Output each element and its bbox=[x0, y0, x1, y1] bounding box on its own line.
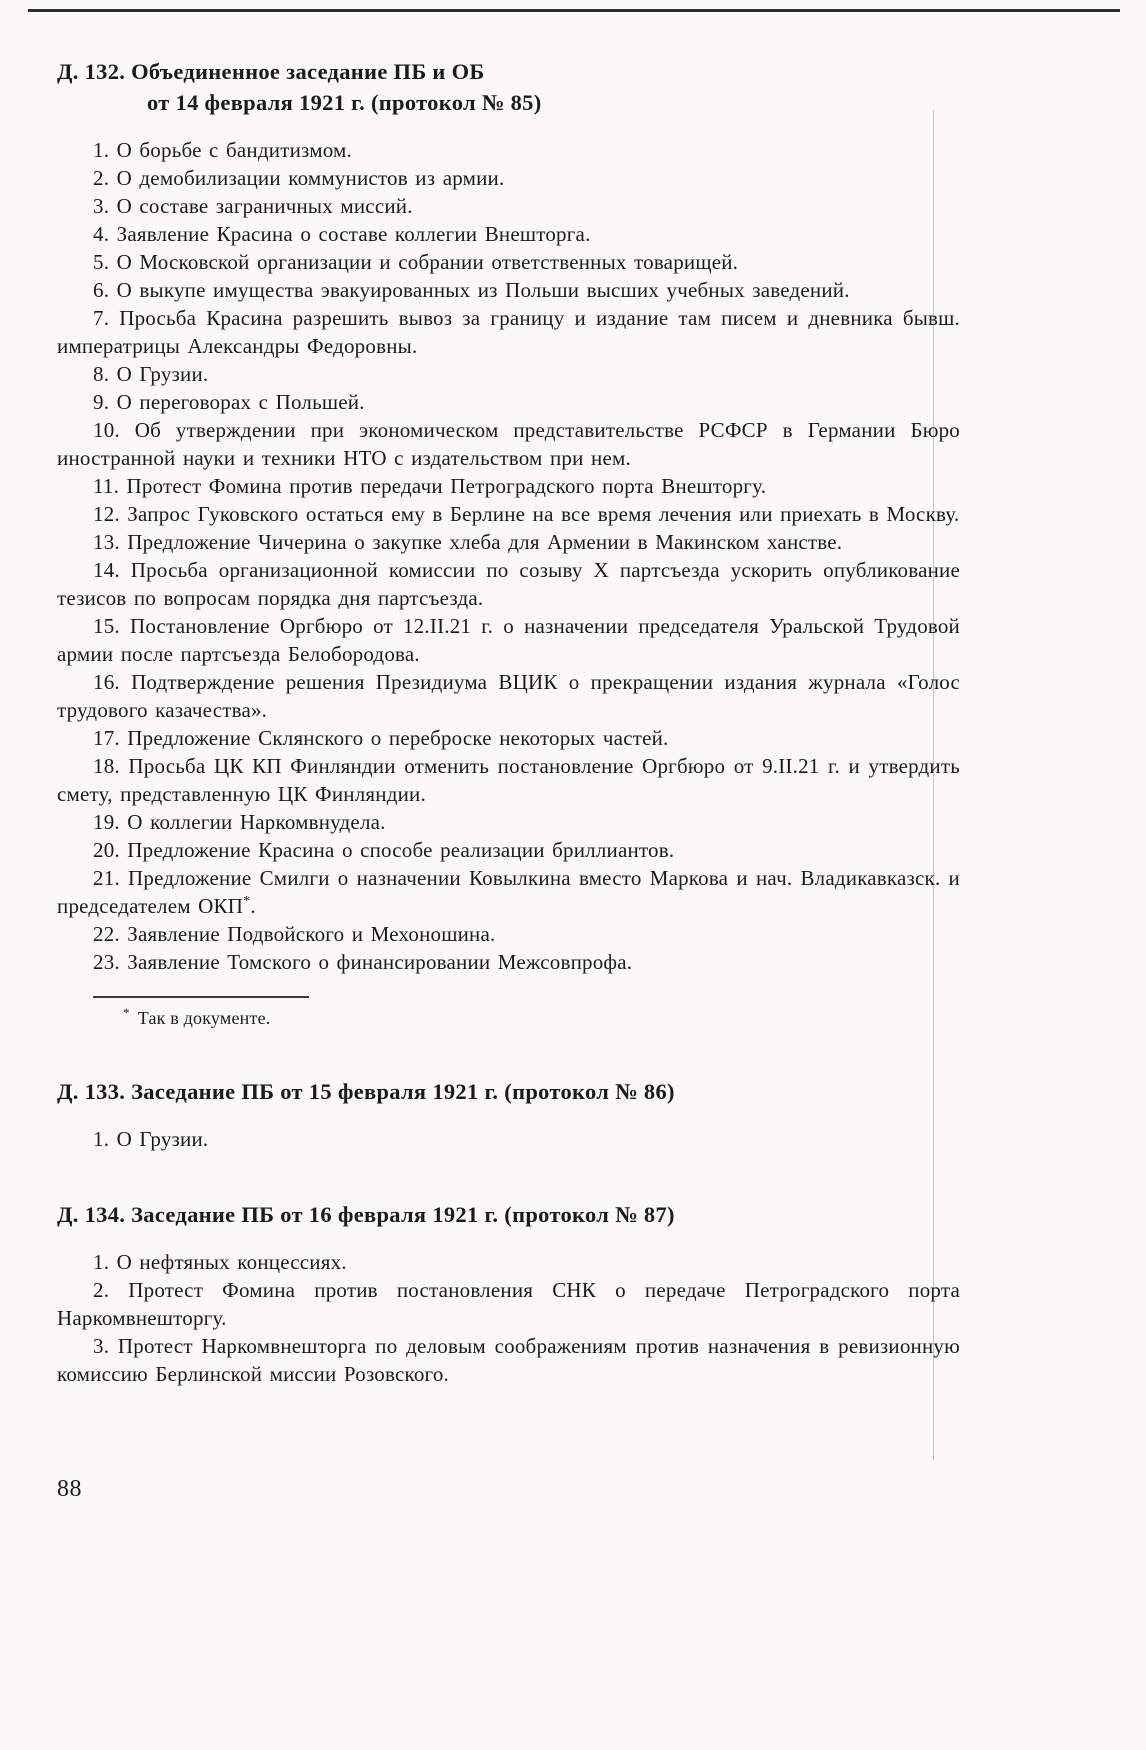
doc-section-1 bbox=[57, 1076, 960, 1153]
scan-edge-line bbox=[28, 9, 1120, 12]
section-heading-line: от 14 февраля 1921 г. (протокол № 85) bbox=[147, 90, 542, 115]
page-number: 88 bbox=[57, 1476, 82, 1502]
agenda-item: 16. Подтверждение решения Президиума ВЦИК о прекращении издания журнала «Голос трудового казачества». bbox=[57, 670, 960, 722]
agenda-item: 12. Запрос Гуковского остаться ему в Берлине на все время лечения или приехать в Москву. bbox=[93, 502, 960, 526]
agenda-item: 9. О переговорах с Польшей. bbox=[93, 390, 365, 414]
doc-section-0 bbox=[57, 56, 960, 1030]
footnote-text: * Так в документе. bbox=[123, 1005, 271, 1028]
agenda-item: 2. Протест Фомина против постановления СНК о передаче Петроградского порта Наркомвнешторгу. bbox=[57, 1278, 960, 1330]
agenda-item: 2. О демобилизации коммунистов из армии. bbox=[93, 166, 505, 190]
agenda-item: 21. Предложение Смилги о назначении Ковылкина вместо Маркова и нач. Владикавказск. и председателем ОКП*. bbox=[57, 866, 960, 918]
agenda-item: 15. Постановление Оргбюро от 12.II.21 г. о назначении председателя Уральской Трудовой армии после партсъезда Белобородова. bbox=[57, 614, 960, 666]
footnote-marker: * bbox=[243, 894, 251, 909]
agenda-item: 5. О Московской организации и собрании ответственных товарищей. bbox=[93, 250, 739, 274]
agenda-item: 1. О нефтяных концессиях. bbox=[93, 1250, 347, 1274]
agenda-item: 23. Заявление Томского о финансировании Межсовпрофа. bbox=[93, 950, 633, 974]
agenda-item: 18. Просьба ЦК КП Финляндии отменить постановление Оргбюро от 9.II.21 г. и утвердить смету, представленную ЦК Финляндии. bbox=[57, 754, 960, 806]
footnote-marker: * bbox=[123, 1005, 130, 1020]
agenda-item: 6. О выкупе имущества эвакуированных из Польши высших учебных заведений. bbox=[93, 278, 850, 302]
agenda-item: 11. Протест Фомина против передачи Петроградского порта Внешторгу. bbox=[93, 474, 767, 498]
section-heading-line: Д. 133. Заседание ПБ от 15 февраля 1921 г. (протокол № 86) bbox=[57, 1079, 675, 1104]
agenda-item: 20. Предложение Красина о способе реализации бриллиантов. bbox=[93, 838, 675, 862]
section-heading bbox=[57, 1076, 960, 1107]
section-heading bbox=[57, 56, 960, 118]
agenda-item: 13. Предложение Чичерина о закупке хлеба для Армении в Макинском ханстве. bbox=[93, 530, 843, 554]
agenda-item: 19. О коллегии Наркомвнудела. bbox=[93, 810, 386, 834]
section-heading bbox=[57, 1199, 960, 1230]
agenda-item: 1. О борьбе с бандитизмом. bbox=[93, 138, 352, 162]
footnote-rule bbox=[93, 996, 309, 998]
agenda-item: 3. Протест Наркомвнешторга по деловым соображениям против назначения в ревизионную комиссию Берлинской миссии Розовского. bbox=[57, 1334, 960, 1386]
section-heading-line: Д. 132. Объединенное заседание ПБ и ОБ bbox=[57, 59, 485, 84]
footnote-block bbox=[57, 996, 960, 1030]
agenda-item: 4. Заявление Красина о составе коллегии Внешторга. bbox=[93, 222, 591, 246]
agenda-item: 10. Об утверждении при экономическом представительстве РСФСР в Германии Бюро иностранной науки и техники НТО с издательством при нем. bbox=[57, 418, 960, 470]
sections-container bbox=[57, 56, 960, 1388]
agenda-item: 17. Предложение Склянского о переброске некоторых частей. bbox=[93, 726, 669, 750]
section-heading-line: Д. 134. Заседание ПБ от 16 февраля 1921 г. (протокол № 87) bbox=[57, 1202, 675, 1227]
doc-section-2 bbox=[57, 1199, 960, 1388]
agenda-item: 8. О Грузии. bbox=[93, 362, 209, 386]
agenda-item: 3. О составе заграничных миссий. bbox=[93, 194, 413, 218]
document-page bbox=[57, 56, 960, 1388]
agenda-item: 22. Заявление Подвойского и Мехоношина. bbox=[93, 922, 496, 946]
agenda-item: 14. Просьба организационной комиссии по созыву X партсъезда ускорить опубликование тезисов по вопросам порядка дня партсъезда. bbox=[57, 558, 960, 610]
agenda-item: 1. О Грузии. bbox=[93, 1127, 209, 1151]
agenda-item: 7. Просьба Красина разрешить вывоз за границу и издание там писем и дневника бывш. императрицы Александры Федоровны. bbox=[57, 306, 960, 358]
